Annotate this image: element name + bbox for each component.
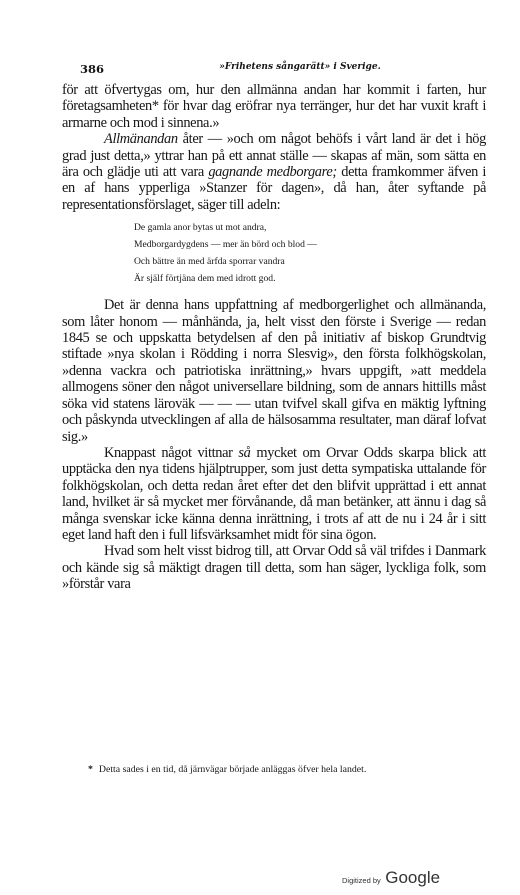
- running-title: »Frihetens sångarätt» i Sverige.: [219, 62, 381, 72]
- footnote-mark: *: [88, 764, 93, 775]
- verse-line: Och bättre än med ärfda sporrar vandra: [134, 256, 285, 268]
- paragraph-2-text-a: åter — »och om något behöfs i vårt land är det i hög grad just detta,» yttrar han på ett annat ställe — skapas af män, som sätta en ära och glädje uti att vara: [62, 131, 486, 181]
- page-header: [80, 62, 460, 76]
- verse-quote: [134, 219, 486, 287]
- paragraph-5: Hvad som helt visst bidrog till, att Orvar Odd så väl trifdes i Danmark och kände sig så mäktigt dragen till detta, som han säger, lyckliga folk, som »förstår vara: [62, 543, 486, 593]
- paragraph-4-text-a: Knappast något vittnar: [104, 444, 239, 461]
- emphasis-gagnande-medborgare: gagnande medborgare;: [208, 164, 337, 181]
- paragraph-4: [62, 445, 486, 543]
- footnote: [62, 762, 486, 778]
- verse-line: Medborgardygdens — mer än börd och blod —: [134, 239, 317, 251]
- verse-line: Är själf förtjäna dem med idrott god.: [134, 273, 276, 285]
- page-number: 386: [80, 62, 105, 76]
- paragraph-4-text-b: mycket om Orvar Odds skarpa blick att upptäcka den nya tidens hjälptrupper, som just detta sympatiska uttalande för folkhögskolan, och detta redan året efter det den blifvit upprättad i ett annat land, hvilket är så mycket mer förvånande, då man betänker, att ännu i dag så många svenskar icke känna denna inrättning, i trots af att de nu i 24 år i sitt eget land haft den i full lifsvärksamhet midt för sina ögon.: [62, 444, 486, 543]
- footnote-text: Detta sades i en tid, då järnvägar började anläggas öfver hela landet.: [98, 764, 367, 775]
- paragraph-3: Det är denna hans uppfattning af medborgerlighet och allmänanda, som låter honom — månhända, ja, helt visst den förste i Sverige — redan 1845 se och uppskatta betydelsen af den på initiativ af biskop Grundtvig stiftade »nya skolan i Rödding i norra Slesvig», den första folkhögskolan, »denna vackra och patriotiska inrättning,» hvars uppgift, »att meddela allmogens söner den något universellare bildning, som de annars hittills måst söka vid statens läroväk — — — utan tvifvel skall gifva en mäktig lyftning och påskynda utvecklingen af alla de hälsosamma resultater, man däraf lofvat sig.»: [62, 297, 486, 445]
- digitized-watermark: [342, 868, 440, 888]
- watermark-prefix: Digitized by: [342, 876, 381, 885]
- paragraph-2-text-b: detta framkommer äfven i en af hans ypperliga »Stanzer för dagen», då han, åter syftande på representationsförslaget, säger till adeln:: [62, 164, 486, 213]
- paragraph-2: [62, 131, 486, 213]
- paragraph-1: för att öfvertygas om, hur den allmänna andan har kommit i farten, hur företagsamheten* för hvar dag eröfrar nya terränger, hur det har vuxit kraft i armarne och mod i sinnena.»: [62, 82, 486, 131]
- verse-line: De gamla anor bytas ut mot andra,: [134, 222, 267, 234]
- emphasis-allmanandan: Allmänandan: [104, 131, 178, 148]
- emphasis-sa: så: [238, 444, 251, 461]
- body-text: [62, 82, 486, 593]
- google-logo: Google: [385, 868, 441, 887]
